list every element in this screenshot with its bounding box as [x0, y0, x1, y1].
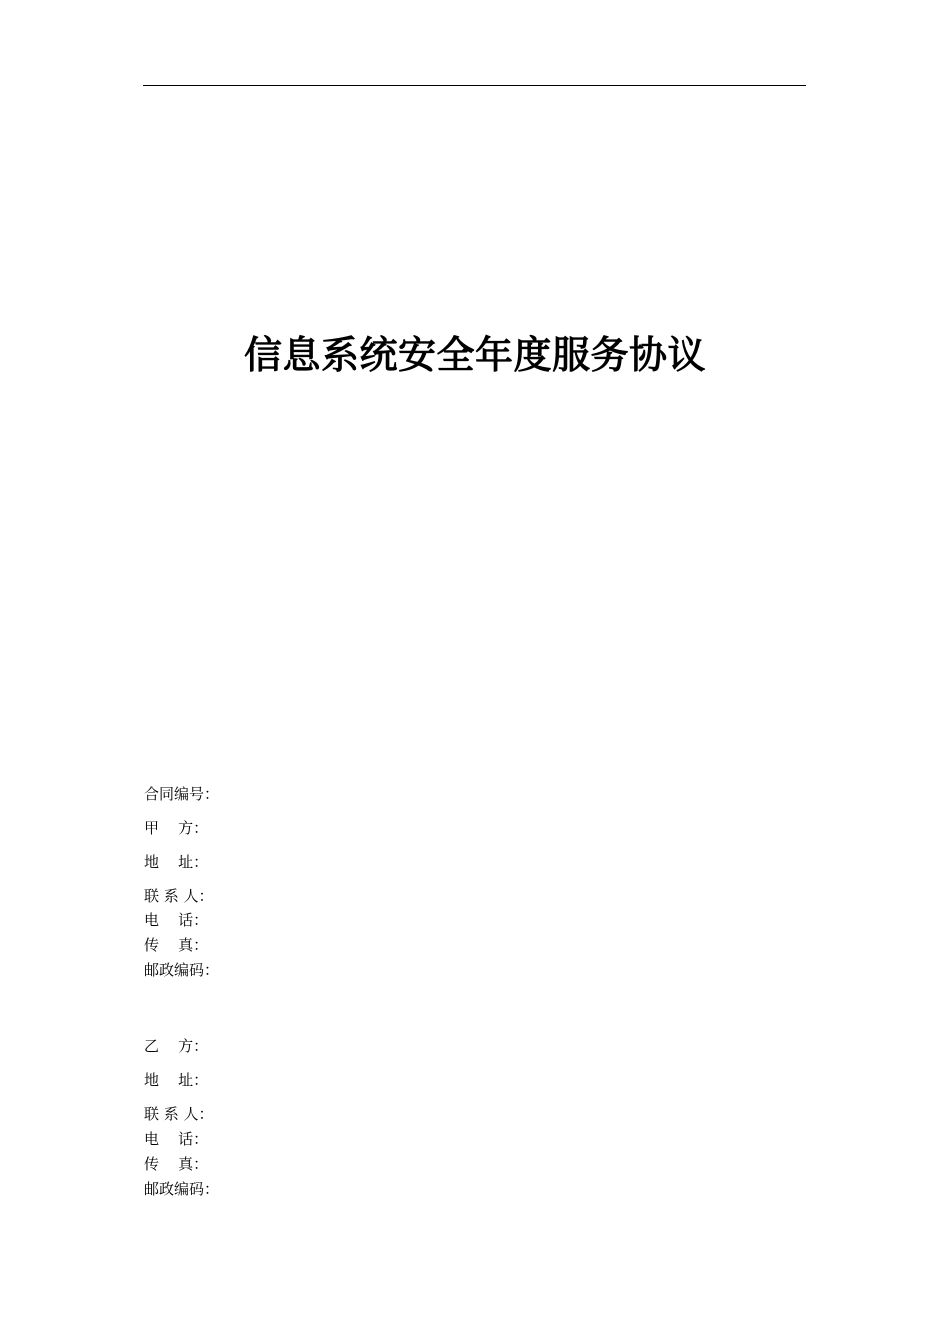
party-b-name-label: 乙 方： — [144, 1037, 209, 1055]
party-b-fax-label: 传 真： — [144, 1155, 209, 1173]
party-b-postcode-label: 邮政编码： — [144, 1180, 220, 1198]
party-a-address-label: 地 址： — [144, 853, 209, 871]
header-rule — [143, 85, 806, 86]
party-b-address-label: 地 址： — [144, 1071, 209, 1089]
party-a-name-label: 甲 方： — [144, 819, 209, 837]
party-a-phone-label: 电 话： — [144, 911, 209, 929]
party-a-fax-label: 传 真： — [144, 936, 209, 954]
document-title: 信息系统安全年度服务协议 — [243, 333, 706, 377]
party-a-contact-label: 联 系 人： — [144, 887, 214, 905]
party-b-contact-label: 联 系 人： — [144, 1105, 214, 1123]
contract-number-label: 合同编号： — [144, 785, 220, 803]
party-a-postcode-label: 邮政编码： — [144, 961, 220, 979]
party-b-phone-label: 电 话： — [144, 1130, 209, 1148]
